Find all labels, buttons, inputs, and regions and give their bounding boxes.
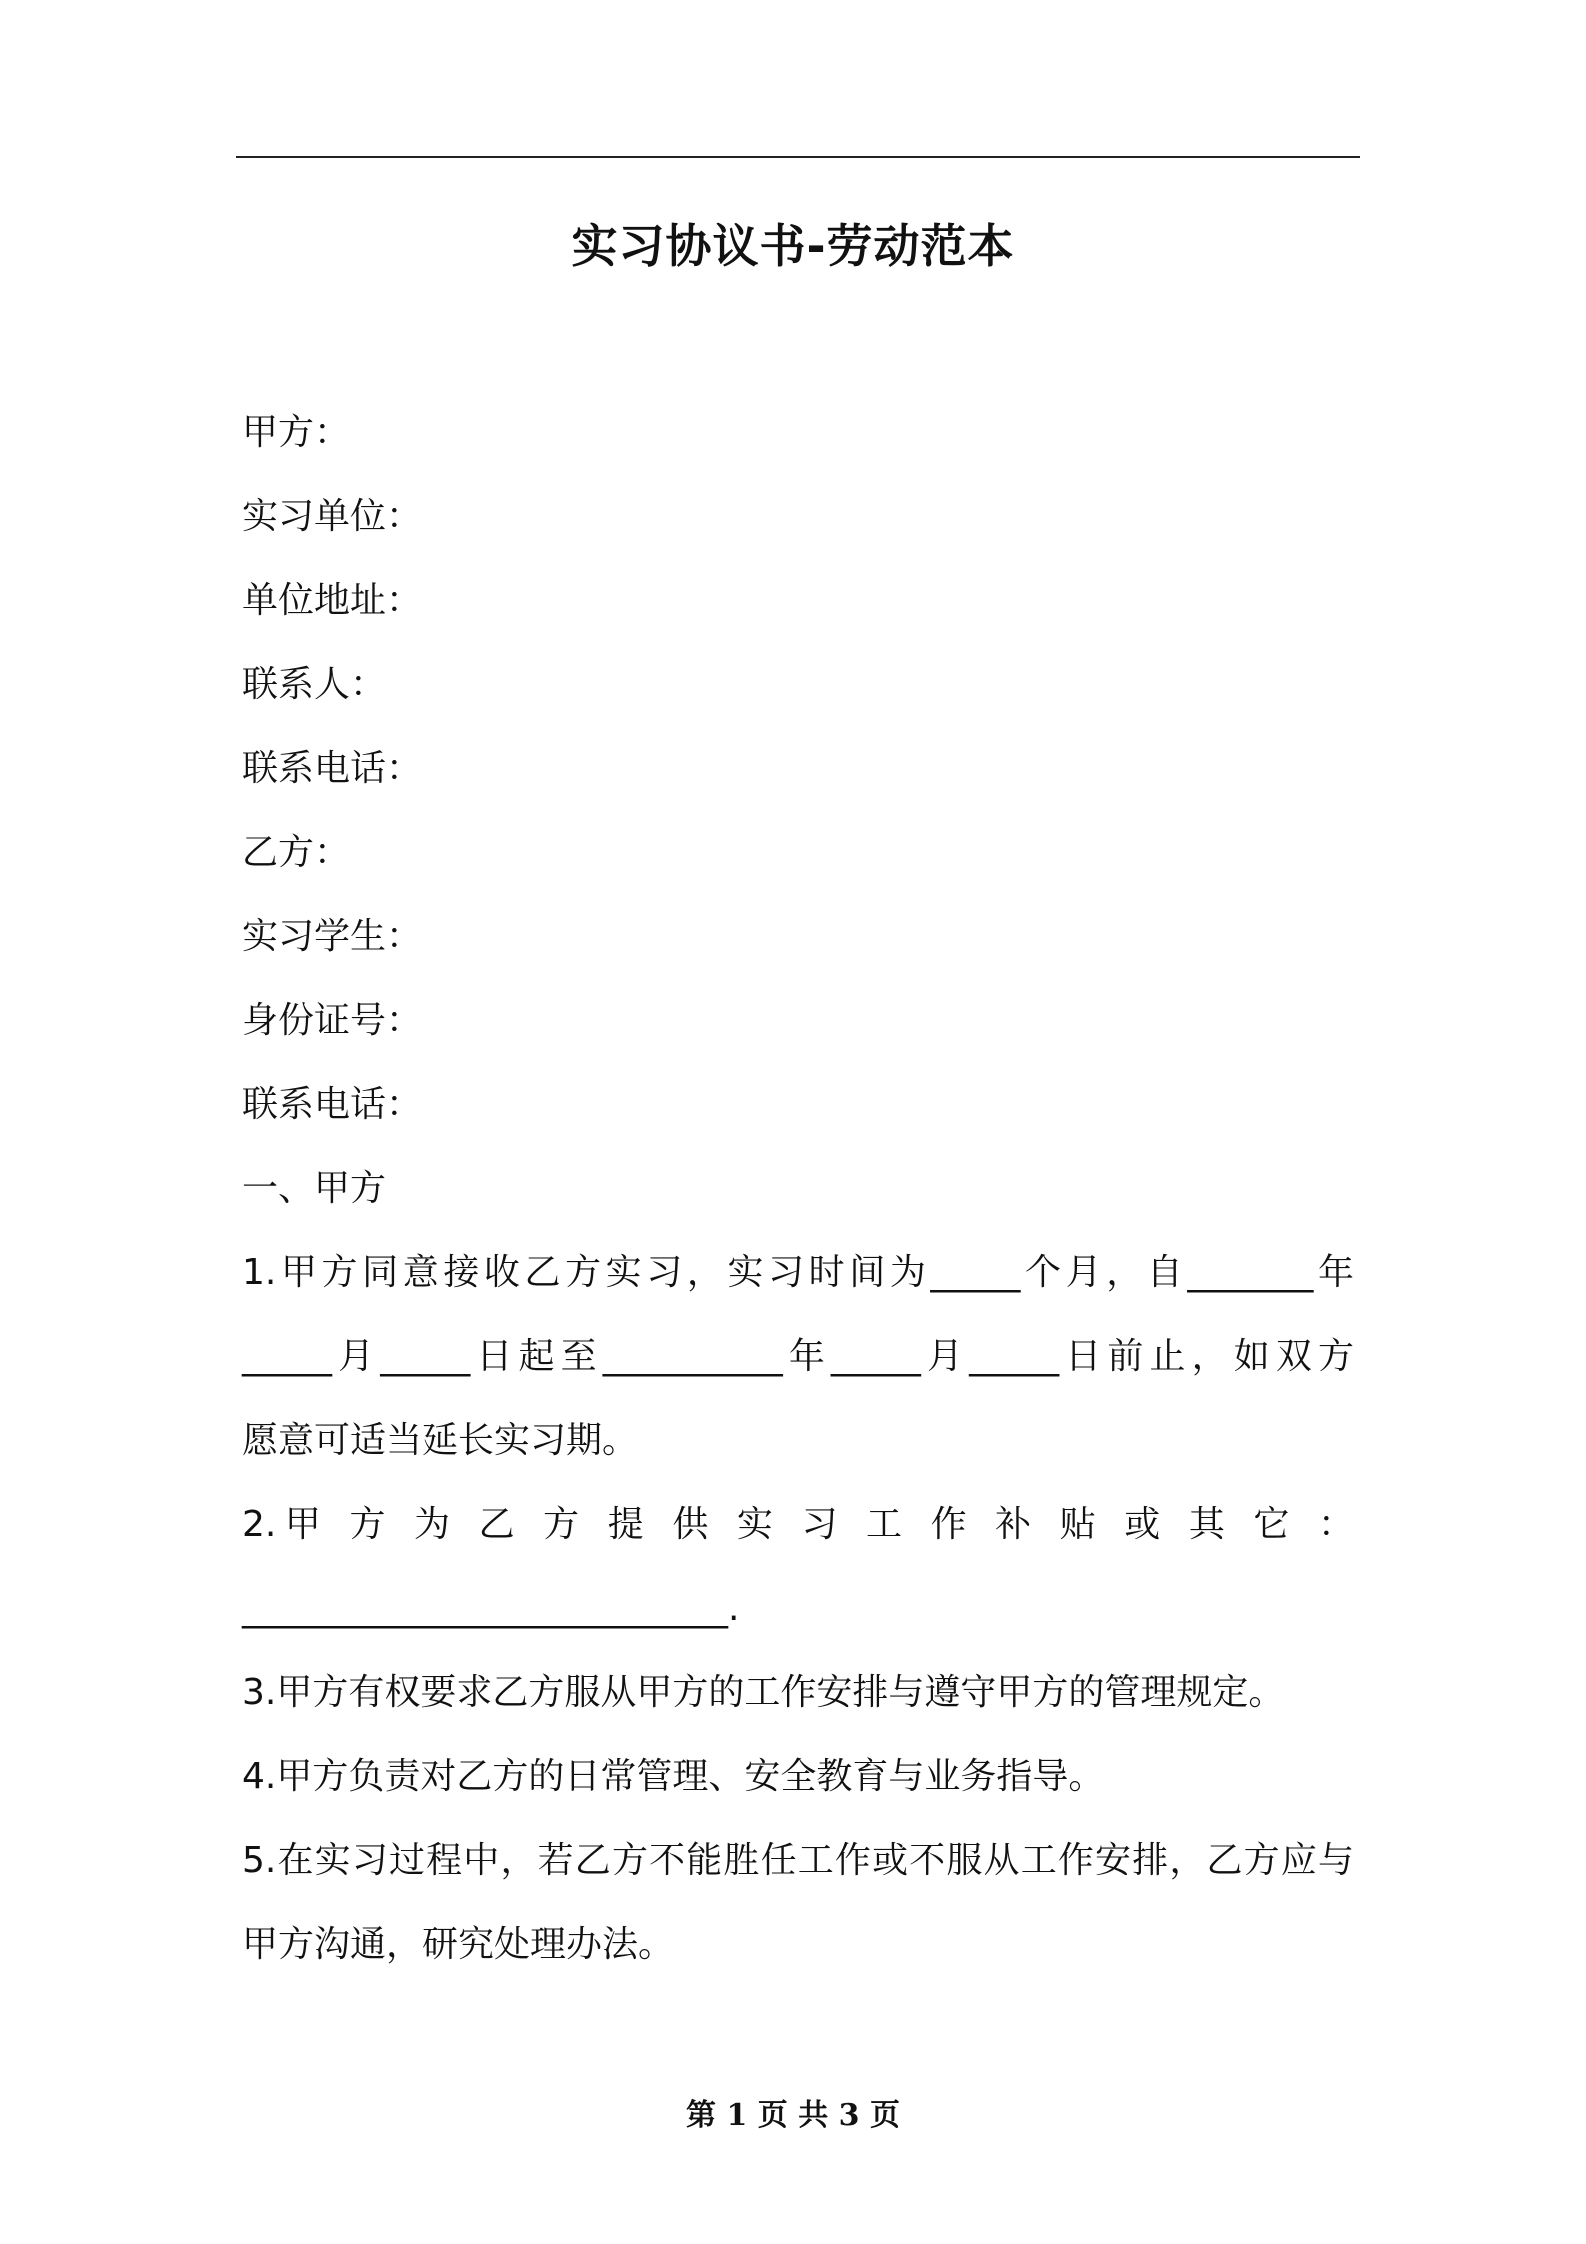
clause-1-line-2: _____月_____日起至__________年_____月_____日前止，如双方 — [242, 1336, 1354, 1377]
clause-4: 4.甲方负责对乙方的日常管理、安全教育与业务指导。 — [242, 1756, 1105, 1797]
clause-2-line-1: 2.甲 方 为 乙 方 提 供 实 习 工 作 补 贴 或 其 它 ： — [242, 1504, 1354, 1545]
field-contact-phone-b: 联系电话： — [242, 1084, 423, 1125]
page-indicator: 第 1 页 共 3 页 — [686, 2098, 900, 2133]
header-rule — [236, 156, 1360, 158]
field-intern-student: 实习学生： — [242, 916, 423, 957]
clause-1-line-3: 愿意可适当延长实习期。 — [242, 1420, 639, 1461]
section-heading-party-a: 一、甲方 — [242, 1168, 387, 1209]
field-id-number: 身份证号： — [242, 1000, 423, 1041]
clause-1-line-1: 1.甲方同意接收乙方实习，实习时间为_____个月，自_______年 — [242, 1252, 1354, 1293]
clause-5-line-1: 5.在实习过程中，若乙方不能胜任工作或不服从工作安排，乙方应与 — [242, 1840, 1354, 1881]
document-title: 实习协议书-劳动范本 — [571, 219, 1015, 273]
field-party-a: 甲方： — [242, 412, 351, 453]
field-unit-address: 单位地址： — [242, 580, 423, 621]
clause-3: 3.甲方有权要求乙方服从甲方的工作安排与遵守甲方的管理规定。 — [242, 1672, 1285, 1713]
field-internship-unit: 实习单位： — [242, 496, 423, 537]
field-contact-person: 联系人： — [242, 664, 387, 705]
field-contact-phone-a: 联系电话： — [242, 748, 423, 789]
clause-5-line-2: 甲方沟通，研究处理办法。 — [242, 1924, 675, 1965]
clause-2-line-2: ___________________________. — [242, 1588, 740, 1629]
field-party-b: 乙方： — [242, 832, 351, 873]
